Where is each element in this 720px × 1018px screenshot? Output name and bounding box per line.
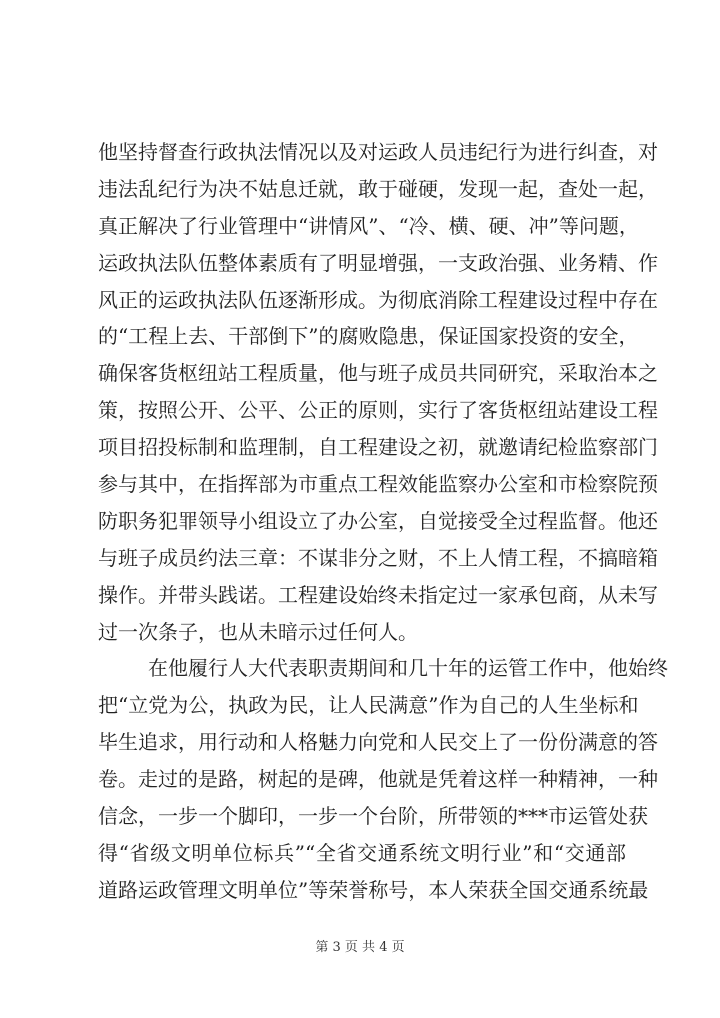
- text-line: 道路运政管理文明单位”等荣誉称号，本人荣获全国交通系统最: [98, 877, 649, 902]
- text-line: 违法乱纪行为决不姑息迁就，敢于碰硬，发现一起，查处一起，: [98, 176, 658, 201]
- text-line: 信念，一步一个脚印，一步一个台阶，所带领的***市运管处获: [98, 804, 648, 829]
- text-line: 毕生追求，用行动和人格魅力向党和人民交上了一份份满意的答: [98, 730, 658, 755]
- text-line: 过一次条子，也从未暗示过任何人。: [98, 619, 418, 644]
- text-line: 的“工程上去、干部倒下”的腐败隐患，保证国家投资的安全，: [98, 324, 639, 349]
- text-line: 把“立党为公，执政为民，让人民满意”作为自己的人生坐标和: [98, 693, 639, 718]
- text-line: 防职务犯罪领导小组设立了办公室，自觉接受全过程监督。他还: [98, 508, 658, 533]
- text-line: 与班子成员约法三章：不谋非分之财，不上人情工程，不搞暗箱: [98, 545, 658, 570]
- page-number-footer: 第 3 页 共 4 页: [315, 940, 405, 955]
- text-line: 项目招投标制和监理制，自工程建设之初，就邀请纪检监察部门: [98, 435, 658, 460]
- document-body: [98, 134, 668, 909]
- text-line: 运政执法队伍整体素质有了明显增强，一支政治强、业务精、作: [98, 250, 658, 275]
- text-line: 参与其中，在指挥部为市重点工程效能监察办公室和市检察院预: [98, 472, 658, 497]
- text-line: 确保客货枢纽站工程质量，他与班子成员共同研究，采取治本之: [98, 361, 658, 386]
- text-line: 得“省级文明单位标兵”“全省交通系统文明行业”和“交通部: [98, 840, 626, 865]
- paragraph-start-line: 在他履行人大代表职责期间和几十年的运管工作中，他始终: [148, 656, 668, 681]
- text-line: 卷。走过的是路，树起的是碑，他就是凭着这样一种精神，一种: [98, 767, 658, 792]
- text-line: 他坚持督查行政执法情况以及对运政人员违纪行为进行纠查，对: [98, 140, 658, 164]
- text-line: 风正的运政执法队伍逐渐形成。为彻底消除工程建设过程中存在: [98, 287, 658, 312]
- text-line: 真正解决了行业管理中“讲情风”、“冷、横、硬、冲”等问题，: [98, 213, 639, 238]
- text-line: 策，按照公开、公平、公正的原则，实行了客货枢纽站建设工程: [98, 398, 658, 423]
- text-line: 操作。并带头践诺。工程建设始终未指定过一家承包商，从未写: [98, 582, 658, 607]
